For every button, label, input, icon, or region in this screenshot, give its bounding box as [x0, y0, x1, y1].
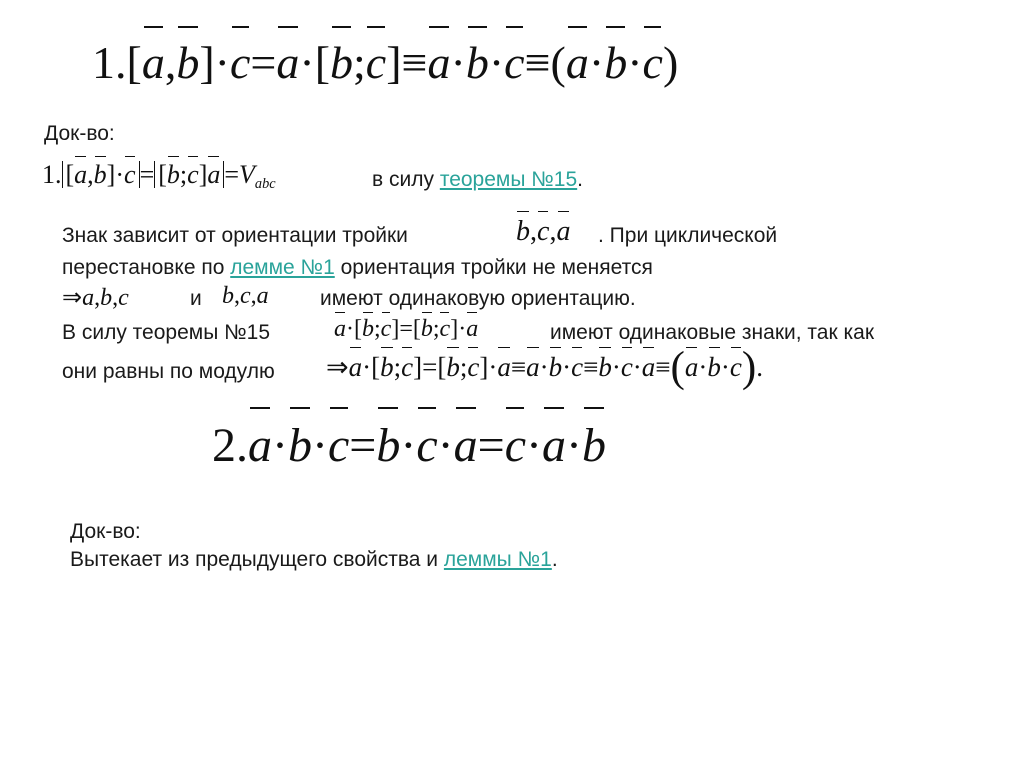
vec-a: a [542, 419, 567, 472]
equals: = [422, 352, 438, 382]
vec-b: b [516, 216, 530, 247]
vec-b: b [707, 352, 721, 382]
implies-symbol: ⇒ [326, 352, 349, 382]
big-paren: ( [670, 344, 685, 392]
vec-b: b [604, 37, 628, 88]
vec-c: c [327, 419, 350, 472]
bracket: ] [106, 160, 116, 189]
vec-c: c [380, 316, 392, 342]
vec-c: c [439, 316, 451, 342]
theorem-prefix: в силу [372, 168, 440, 191]
equiv: ≡ [655, 352, 671, 382]
vec-b: b [330, 37, 354, 88]
vec-a: a [556, 216, 571, 247]
dot-op: · [450, 37, 466, 88]
comma: , [94, 285, 101, 311]
vec-a: a [466, 316, 479, 342]
formula-number: 2. [212, 419, 248, 472]
equiv: ≡ [524, 37, 551, 88]
bracket: ] [386, 37, 402, 88]
dot-op: · [458, 316, 467, 342]
dot-op: · [299, 37, 315, 88]
vec-b: b [598, 352, 612, 382]
dot-op: · [632, 352, 642, 382]
dot-op: · [566, 419, 582, 472]
period: . [577, 168, 584, 191]
dot-op: · [720, 352, 730, 382]
orientation-text-1a: Знак зависит от ориентации тройки [62, 224, 408, 247]
vec-c: c [504, 419, 527, 472]
vec-a: a [141, 37, 165, 88]
proof-2-text [70, 548, 558, 572]
vec-b: b [362, 316, 374, 342]
vec-b: b [100, 285, 113, 311]
vec-a: a [74, 160, 88, 189]
lemma-1-link[interactable]: лемме №1 [230, 256, 335, 279]
triple-abc [62, 283, 129, 312]
equiv: ≡ [510, 352, 527, 382]
bracket: [ [412, 316, 421, 342]
vec-b: b [582, 419, 606, 472]
equals: = [477, 419, 505, 472]
formula-number: 1. [92, 37, 127, 88]
vec-c: c [229, 37, 251, 88]
vec-c: c [504, 37, 525, 88]
dot-op: · [400, 419, 417, 472]
semicolon: ; [393, 352, 402, 382]
bracket: [ [354, 316, 362, 342]
volume-symbol: V [239, 160, 255, 189]
comma: , [164, 37, 177, 88]
vec-a: a [684, 352, 699, 382]
paren: ( [550, 37, 566, 88]
dot-op: · [488, 37, 505, 88]
vec-a: a [348, 352, 363, 382]
vec-b: b [380, 352, 394, 382]
abs-value-left [62, 161, 140, 188]
vec-a: a [82, 285, 95, 311]
dot-op: · [698, 352, 708, 382]
orientation-text-1b: . При циклической [598, 224, 778, 247]
vec-a: a [248, 419, 272, 472]
dot-op: · [346, 316, 354, 342]
comma: , [87, 160, 94, 189]
comma: , [234, 283, 240, 309]
vec-b: b [222, 283, 234, 309]
bracket: [ [65, 160, 75, 189]
vec-c: c [642, 37, 663, 88]
dot-op: · [488, 352, 498, 382]
bracket: ] [199, 37, 215, 88]
vec-a: a [565, 37, 589, 88]
permutation-prefix: перестановке по [62, 256, 231, 279]
vec-c: c [729, 352, 742, 382]
lemma-1-link-2[interactable]: леммы №1 [443, 548, 552, 571]
bracket: ] [198, 160, 208, 189]
vec-c: c [365, 37, 387, 88]
dot-op: · [272, 419, 288, 472]
big-paren: ) [741, 344, 757, 392]
semicolon: ; [374, 316, 381, 342]
bracket: [ [158, 160, 167, 189]
equals: = [139, 160, 155, 189]
vec-c: c [571, 352, 584, 382]
vec-c: c [240, 283, 251, 309]
proof-1-formula [42, 160, 276, 193]
vec-b: b [287, 419, 312, 472]
vec-b: b [176, 37, 200, 88]
vec-a: a [334, 316, 346, 342]
vec-b: b [446, 352, 460, 382]
theorem-reference [372, 168, 583, 192]
vec-a: a [207, 160, 221, 189]
bracket: ] [450, 316, 459, 342]
dot-op: · [562, 352, 572, 382]
dot-op: · [214, 37, 230, 88]
proof-2-heading: Док-во: [70, 520, 141, 543]
vec-c: c [467, 352, 480, 382]
equals: = [250, 37, 277, 88]
dot-op: · [437, 419, 454, 472]
equals: = [349, 419, 377, 472]
equals: = [224, 160, 240, 189]
vec-a: a [427, 37, 451, 88]
dot-op: · [588, 37, 605, 88]
bracket: [ [126, 37, 142, 88]
period: . [756, 352, 764, 382]
dot-op: · [611, 352, 621, 382]
dot-op: · [539, 352, 549, 382]
dot-op: · [526, 419, 543, 472]
proof-2-body: Вытекает из предыдущего свойства и [70, 548, 444, 571]
period: . [551, 548, 558, 571]
vec-a: a [497, 352, 511, 382]
dot-op: · [311, 419, 328, 472]
bracket: ] [391, 316, 400, 342]
semicolon: ; [432, 316, 440, 342]
vec-b: b [420, 316, 433, 342]
dot-op: · [627, 37, 643, 88]
triple-bca [516, 216, 570, 248]
dot-op: · [362, 352, 372, 382]
cyclic-equality [326, 344, 764, 392]
formula-number: 1. [42, 160, 62, 189]
vec-c: c [416, 419, 438, 472]
theorem-15-link[interactable]: теоремы №15 [439, 168, 578, 191]
paren: ) [662, 37, 679, 88]
comma: , [250, 283, 257, 309]
equals: = [399, 316, 413, 342]
semicolon: ; [179, 160, 188, 189]
vec-c: c [124, 160, 136, 189]
bracket: ] [479, 352, 489, 382]
vec-b: b [548, 352, 563, 382]
same-orientation-text: имеют одинаковую ориентацию. [320, 287, 636, 310]
equal-by-modulus-text: они равны по модулю [62, 360, 275, 383]
bracket: [ [314, 37, 331, 88]
bracket: [ [371, 352, 381, 382]
vec-c: c [187, 160, 199, 189]
vec-a: a [276, 37, 300, 88]
equiv: ≡ [583, 352, 599, 382]
comma: , [112, 285, 119, 311]
vec-b: b [166, 160, 180, 189]
vec-a: a [256, 283, 269, 309]
permutation-suffix: ориентация тройки не меняется [334, 256, 653, 279]
vec-a: a [641, 352, 656, 382]
same-signs-text: имеют одинаковые знаки, так как [550, 321, 875, 344]
permutation-line [62, 256, 653, 280]
comma: , [549, 216, 557, 247]
bracket: [ [437, 352, 447, 382]
vec-b: b [93, 160, 107, 189]
volume-subscript: abc [254, 176, 276, 192]
formula-2 [212, 418, 606, 473]
formula-1 [92, 36, 678, 89]
vec-c: c [620, 352, 633, 382]
vec-b: b [376, 419, 401, 472]
bracket: ] [413, 352, 423, 382]
proof-1-heading: Док-во: [44, 122, 115, 145]
semicolon: ; [353, 37, 366, 88]
dot-op: · [115, 160, 125, 189]
equiv: ≡ [401, 37, 428, 88]
vec-b: b [465, 37, 489, 88]
triple-bca-2 [222, 283, 269, 310]
vec-c: c [401, 352, 414, 382]
vec-c: c [537, 216, 550, 247]
implies-symbol: ⇒ [62, 285, 83, 311]
semicolon: ; [459, 352, 468, 382]
vec-c: c [118, 285, 129, 311]
comma: , [530, 216, 537, 247]
abs-value-right [154, 161, 224, 188]
mixed-product-equality [334, 316, 478, 343]
theorem-15-line: В силу теоремы №15 [62, 321, 271, 344]
and-word: и [190, 287, 202, 310]
vec-a: a [526, 352, 540, 382]
vec-a: a [453, 419, 478, 472]
